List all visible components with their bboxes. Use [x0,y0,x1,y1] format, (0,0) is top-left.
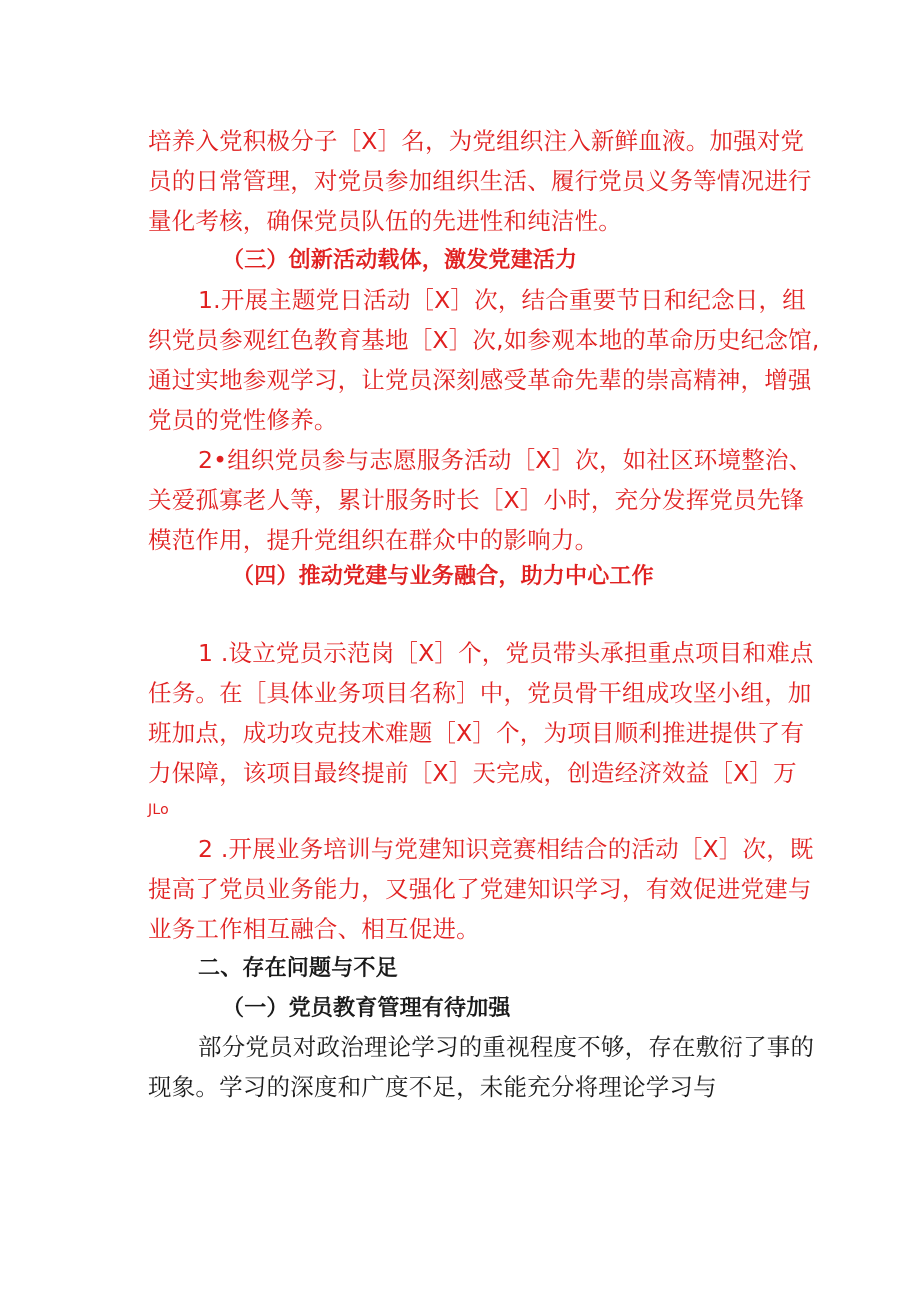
item-4-1-line: 力保障，该项目最终提前［X］天完成，创造经济效益［X］万 [148,759,797,787]
item-4-2-line: 提高了党员业务能力，又强化了党建知识学习，有效促进党建与 [148,875,812,903]
paragraph-line: 员的日常管理，对党员参加组织生活、履行党员义务等情况进行 [148,167,812,195]
item-4-1-line: 任务。在［具体业务项目名称］中，党员骨干组成攻坚小组，加 [148,679,812,707]
item-4-1-line: 1 .设立党员示范岗［X］个，党员带头承担重点项目和难点 [198,639,814,667]
section-2-paragraph-line: 现象。学习的深度和广度不足，未能充分将理论学习与 [148,1073,717,1101]
item-4-1-line: JLo [148,802,169,818]
section-2-title: 二、存在问题与不足 [198,956,398,981]
section-2-subheading: （一）党员教育管理有待加强 [222,996,511,1021]
item-4-1-line: 班加点，成功攻克技术难题［X］个，为项目顺利推进提供了有 [148,719,805,747]
paragraph-line: 培养入党积极分子［X］名，为党组织注入新鲜血液。加强对党 [148,127,805,155]
paragraph-line: 量化考核，确保党员队伍的先进性和纯洁性。 [148,207,622,235]
item-4-2-line: 2 .开展业务培训与党建知识竞赛相结合的活动［X］次，既 [198,835,814,863]
item-3-2-line: 2•组织党员参与志愿服务活动［X］次，如社区环境整治、 [198,446,813,474]
item-3-2-line: 关爱孤寡老人等，累计服务时长［X］小时，充分发挥党员先锋 [148,486,805,514]
item-3-1-line: 通过实地参观学习，让党员深刻感受革命先辈的崇高精神，增强 [148,366,812,394]
item-3-1-line: 党员的党性修养。 [148,406,338,434]
item-3-1-line: 1.开展主题党日活动［X］次，结合重要节日和纪念日，组 [198,286,806,314]
section-heading-4: （四）推动党建与业务融合，助力中心工作 [232,564,654,589]
section-heading-3: （三）创新活动载体，激发党建活力 [222,248,578,273]
item-4-2-line: 业务工作相互融合、相互促进。 [148,915,480,943]
item-3-2-line: 模范作用，提升党组织在群众中的影响力。 [148,526,599,554]
item-3-1-line: 织党员参观红色教育基地［X］次,如参观本地的革命历史纪念馆, [148,326,820,354]
section-2-paragraph-line: 部分党员对政治理论学习的重视程度不够，存在敷衍了事的 [198,1033,815,1061]
